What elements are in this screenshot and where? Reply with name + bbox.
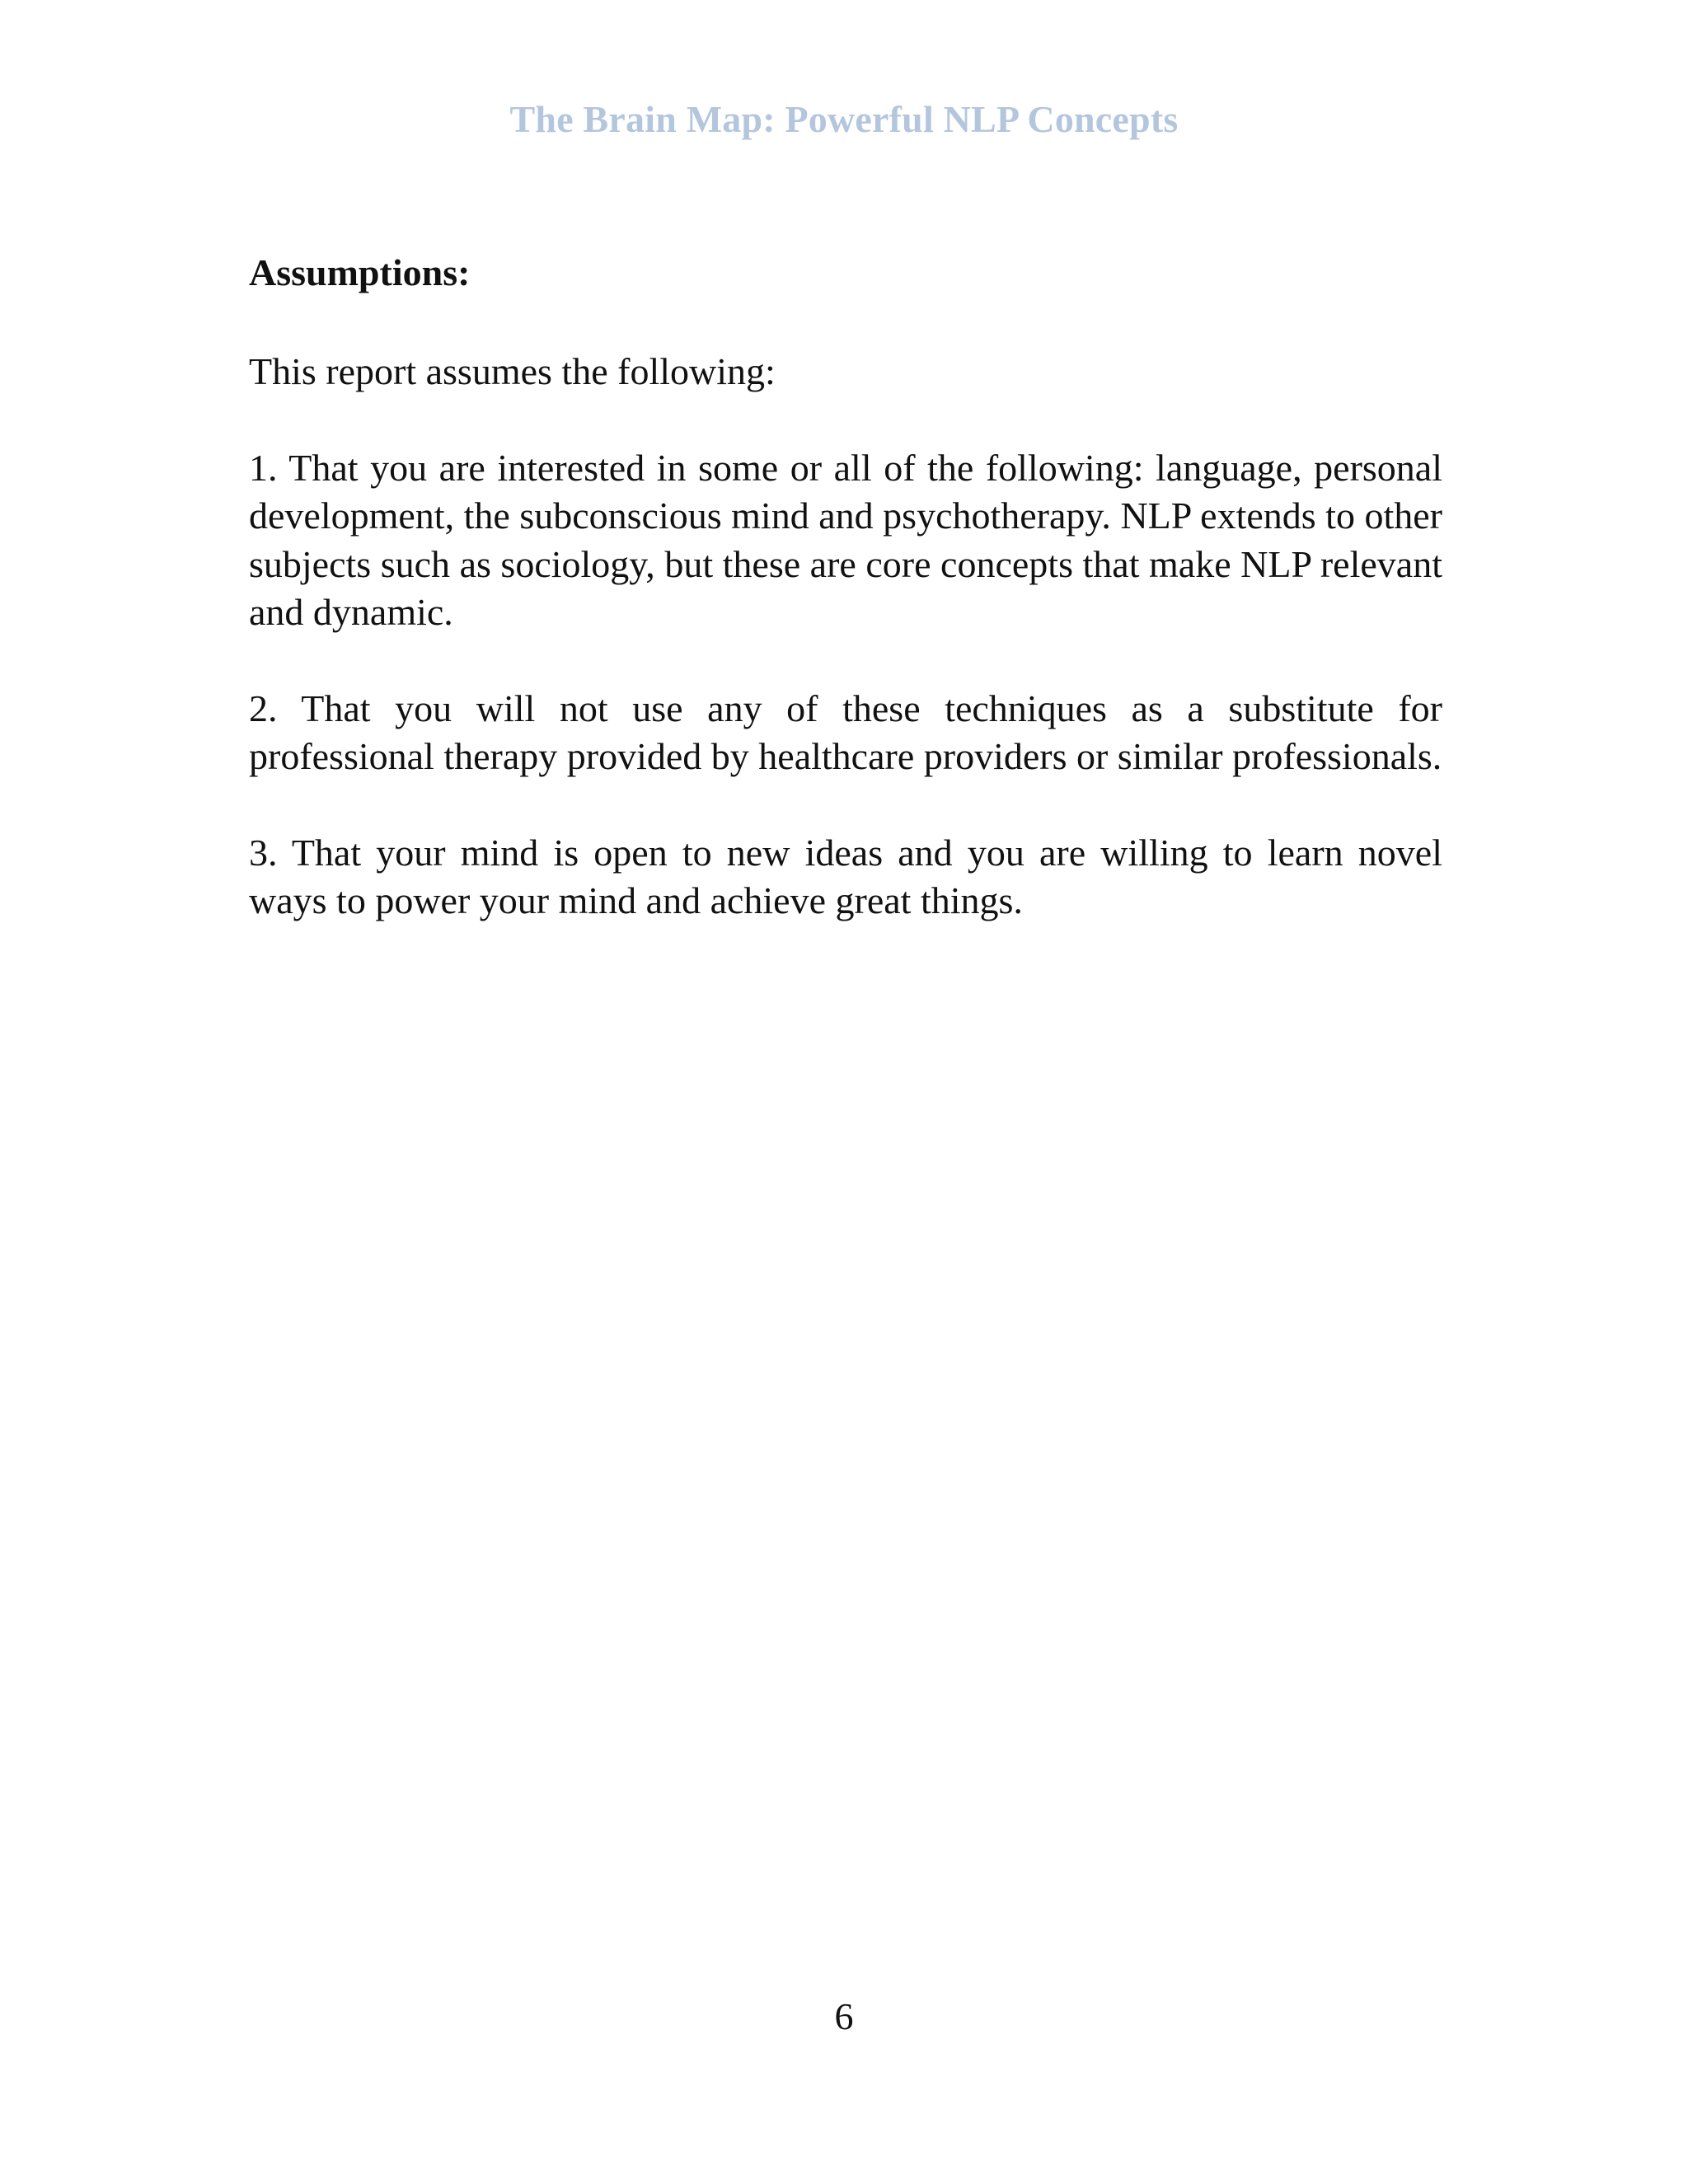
section-heading: Assumptions:: [249, 251, 471, 293]
assumption-item-1: 1. That you are interested in some or all of the following: language, personal development, the subconscious mind and psychotherapy. NLP extends to other subjects such as sociology, but these are core concepts that make NLP relevant and dynamic.: [249, 446, 1442, 633]
page-content: [249, 249, 1442, 973]
intro-paragraph: This report assumes the following:: [249, 350, 776, 392]
assumption-item-2: 2. That you will not use any of these techniques as a substitute for professional therapy provided by healthcare providers or similar professionals.: [249, 687, 1442, 777]
assumption-item-3: 3. That your mind is open to new ideas and you are willing to learn novel ways to power your mind and achieve great things.: [249, 831, 1442, 921]
running-header-title: The Brain Map: Powerful NLP Concepts: [509, 98, 1179, 140]
page-number: 6: [834, 1995, 854, 2037]
